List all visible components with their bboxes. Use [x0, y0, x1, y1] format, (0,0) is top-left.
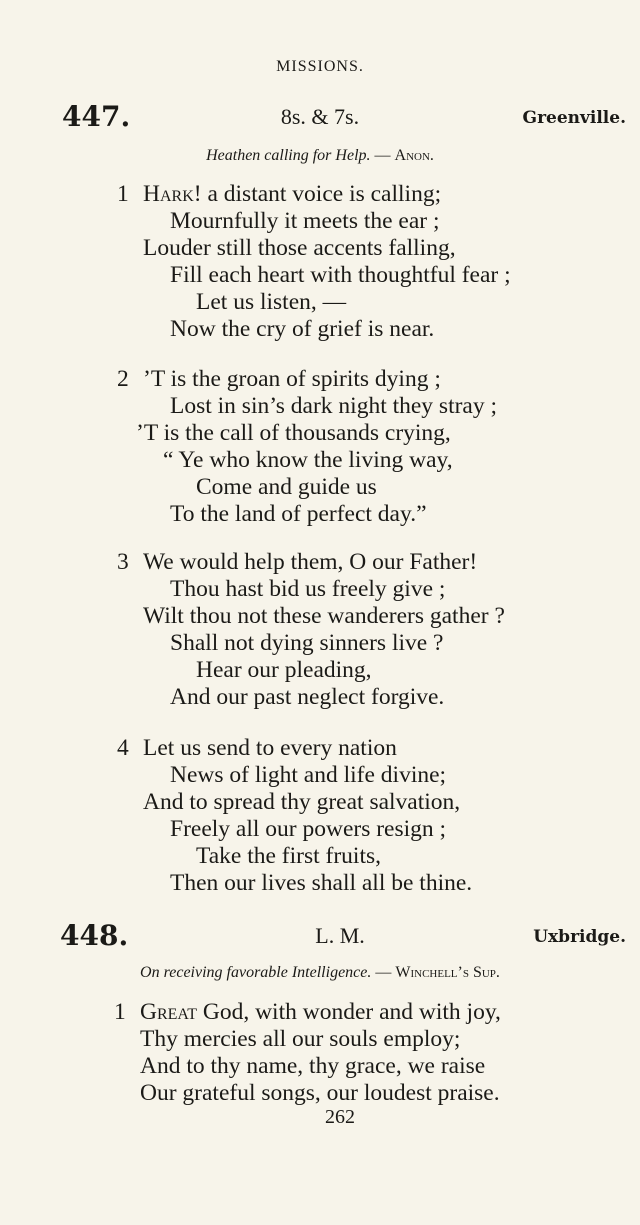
verse-line: Shall not dying sinners live ? — [170, 630, 444, 656]
line-text: God, with wonder and with joy, — [196, 999, 501, 1025]
hymn-title: On receiving favorable Intelligence. — [140, 964, 372, 981]
hymn-number: 448. — [60, 919, 129, 952]
stanza-number: 3 — [117, 549, 129, 575]
lead-word: Hark — [143, 181, 194, 207]
verse-line: Freely all our powers resign ; — [170, 816, 447, 842]
dash: — — [371, 964, 396, 981]
verse-line: And to thy name, thy grace, we raise — [140, 1053, 486, 1079]
verse-line: News of light and life divine; — [170, 762, 447, 788]
verse-line: Thou hast bid us freely give ; — [170, 576, 446, 602]
verse-line: Lost in sin’s dark night they stray ; — [170, 393, 498, 419]
verse-line — [140, 999, 501, 1026]
verse-line: Let us send to every nation — [143, 735, 397, 761]
dash: — — [370, 147, 395, 164]
hymn-author: Winchell’s Sup. — [395, 964, 500, 981]
hymn-number: 447. — [62, 100, 131, 133]
hymn-448-header — [0, 919, 640, 959]
verse-line — [143, 181, 441, 208]
verse-line: Hear our pleading, — [196, 657, 372, 683]
verse-line: We would help them, O our Father! — [143, 549, 478, 575]
verse-line: To the land of perfect day.” — [170, 501, 427, 527]
page-number: 262 — [325, 1106, 355, 1128]
verse-line: Now the cry of grief is near. — [170, 316, 435, 342]
stanza-number: 1 — [117, 181, 129, 207]
verse-line: And our past neglect forgive. — [170, 684, 445, 710]
verse-line: Then our lives shall all be thine. — [170, 870, 473, 896]
verse-line: Take the first fruits, — [196, 843, 381, 869]
hymn-448-subtitle — [0, 964, 640, 982]
verse-line: Louder still those accents falling, — [143, 235, 456, 261]
stanza-number: 1 — [114, 999, 126, 1025]
line-text: ! a distant voice is calling; — [193, 181, 442, 207]
hymn-tune: Uxbridge. — [533, 927, 626, 947]
hymn-tune: Greenville. — [522, 108, 626, 128]
stanza-number: 2 — [117, 366, 129, 392]
verse-line: Let us listen, — — [196, 289, 347, 315]
verse-line: And to spread thy great salvation, — [143, 789, 461, 815]
verse-line: ’T is the groan of spirits dying ; — [143, 366, 441, 392]
verse-line: Mournfully it meets the ear ; — [170, 208, 440, 234]
hymn-meter: 8s. & 7s. — [280, 104, 360, 129]
hymn-author: Anon. — [394, 147, 434, 164]
hymn-meter: L. M. — [315, 923, 365, 948]
hymn-447-subtitle — [0, 147, 640, 165]
verse-line: Wilt thou not these wanderers gather ? — [143, 603, 505, 629]
verse-line: Thy mercies all our souls employ; — [140, 1026, 461, 1052]
verse-line: Our grateful songs, our loudest praise. — [140, 1080, 500, 1106]
stanza-number: 4 — [117, 735, 129, 761]
verse-line: Come and guide us — [196, 474, 377, 500]
verse-line: “ Ye who know the living way, — [163, 447, 453, 473]
verse-line: ’T is the call of thousands crying, — [136, 420, 451, 446]
hymn-title: Heathen calling for Help. — [206, 147, 371, 164]
hymn-447-header — [0, 100, 640, 140]
verse-line: Fill each heart with thoughtful fear ; — [170, 262, 511, 288]
running-head: MISSIONS. — [276, 58, 364, 75]
lead-word: Great — [140, 999, 197, 1025]
